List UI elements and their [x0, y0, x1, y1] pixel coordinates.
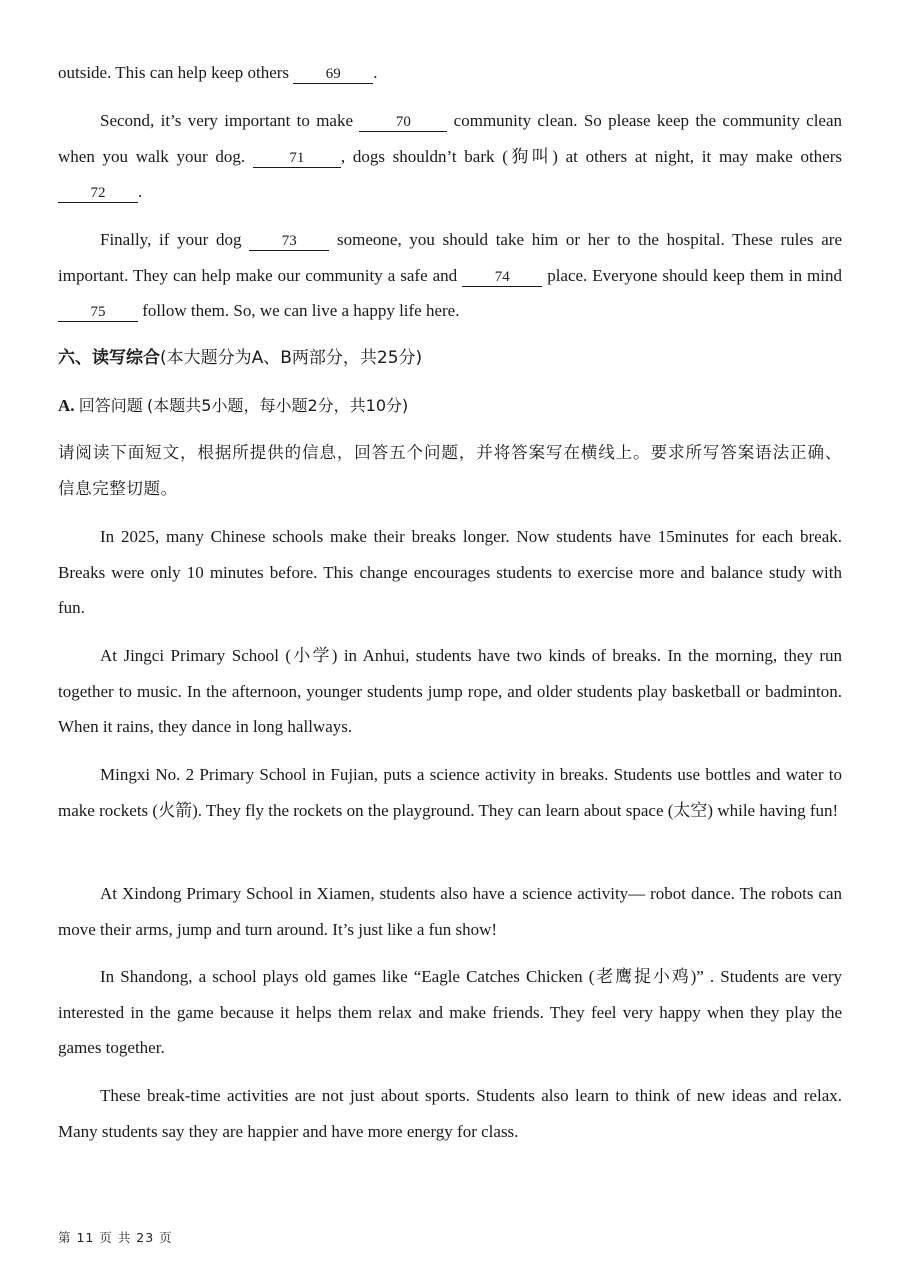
- cloze-text: Finally, if your dog: [100, 230, 242, 249]
- section-6-note: (本大题分为A、B两部分，共25分): [160, 348, 423, 368]
- blank-70[interactable]: 70: [359, 113, 447, 132]
- blank-72[interactable]: 72: [58, 184, 138, 203]
- cloze-text: Second, it’s very important to make: [100, 111, 354, 130]
- cloze-text: .: [138, 182, 143, 201]
- blank-73[interactable]: 73: [249, 232, 329, 251]
- passage-paragraph-6: These break-time activities are not just about sports. Students also learn to think of new ideas and relax. Many students say they are happier and have more energy for class.: [58, 1086, 842, 1141]
- passage-paragraph-3: Mingxi No. 2 Primary School in Fujian, puts a science activity in breaks. Students use bottles and water to make rockets (火箭). They fly the rockets on the playground. They can learn about space (太空) while having fun!: [58, 765, 842, 820]
- cloze-text: outside. This can help keep others: [58, 63, 290, 82]
- page-footer: 第 11 页 共 23 页: [58, 1230, 173, 1245]
- part-a-heading: [58, 391, 408, 421]
- blank-75[interactable]: 75: [58, 303, 138, 322]
- blank-69[interactable]: 69: [293, 65, 373, 84]
- cloze-paragraph-3: [58, 222, 842, 329]
- cloze-text: follow them. So, we can live a happy life here.: [142, 301, 460, 320]
- cloze-paragraph-1: [58, 55, 842, 91]
- section-6-heading: [58, 343, 422, 373]
- passage-paragraph-5: In Shandong, a school plays old games like “Eagle Catches Chicken (老鹰捉小鸡)” . Students are very interested in the game because it helps them relax and make friends. They feel very happy when they play the games together.: [58, 967, 842, 1057]
- cloze-text: community clean. So please keep the community clean when you walk your dog.: [58, 111, 843, 166]
- part-a-title: 回答问题: [78, 396, 143, 415]
- cloze-text: someone, you should take him or her to the hospital. These rules are important. They can help make our community a safe and: [58, 230, 843, 285]
- passage-paragraph-4: At Xindong Primary School in Xiamen, students also have a science activity— robot dance. The robots can move their arms, jump and turn around. It’s just like a fun show!: [58, 884, 842, 939]
- part-a-instructions: 请阅读下面短文，根据所提供的信息，回答五个问题，并将答案写在横线上。要求所写答案语法正确、信息完整切题。: [58, 443, 842, 498]
- part-a-label: A.: [58, 396, 75, 415]
- part-a-note: (本题共5小题，每小题2分，共10分): [147, 396, 409, 415]
- passage-paragraph-2: At Jingci Primary School (小学) in Anhui, students have two kinds of breaks. In the morning, they run together to music. In the afternoon, younger students jump rope, and older students play basketball or badminton. When it rains, they dance in long hallways.: [58, 646, 842, 736]
- cloze-text: place. Everyone should keep them in mind: [547, 265, 843, 285]
- passage-paragraph-1: In 2025, many Chinese schools make their breaks longer. Now students have 15minutes for each break. Breaks were only 10 minutes before. This change encourages students to exercise more and balance study with fun.: [58, 527, 842, 617]
- section-6-title: 六、读写综合: [58, 348, 160, 368]
- blank-71[interactable]: 71: [253, 149, 341, 168]
- blank-74[interactable]: 74: [462, 268, 542, 287]
- cloze-paragraph-2: [58, 103, 842, 210]
- cloze-text: .: [373, 63, 378, 82]
- cloze-text: , dogs shouldn’t bark (狗叫) at others at night, it may make others: [340, 146, 842, 166]
